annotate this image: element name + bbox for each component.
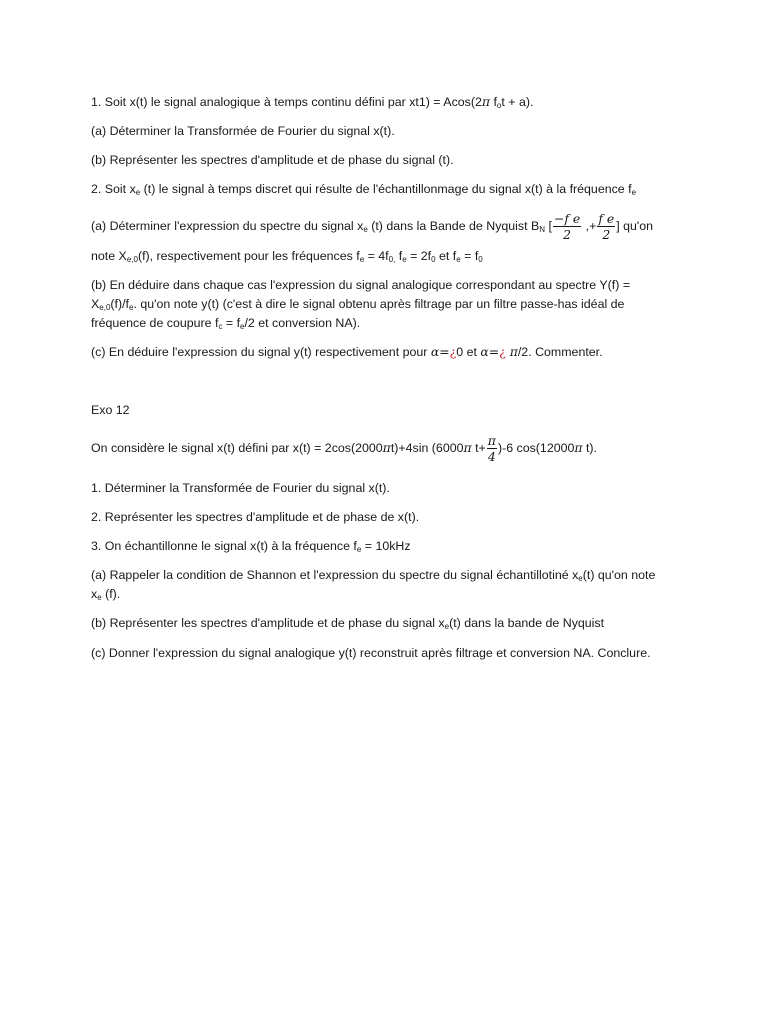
ex1-question-2a-line2: note $X_{e,0}(f)$, respectivement pour les fréquences $f_e = 4f_{0,}$ $f_e = 2f_0$ et $f_e = f_0$ (91, 249, 483, 264)
fraction-pi-over-4: $\frac{\pi}{4}$ (487, 433, 496, 465)
ex1-question-2: 2. Soit $x_e$ (t) le signal à temps discret qui résulte de l'échantillonmage du signal x(t) à la fréquence $f_e$ (91, 182, 637, 197)
ex12-question-3a-line2: $x_e$ (f). (91, 587, 121, 602)
ex12-question-3c: (c) Donner l'expression du signal analogique y(t) reconstruit après filtrage et conversion NA. Conclure. (91, 646, 651, 660)
ex12-question-3: 3. On échantillonne le signal x(t) à la fréquence $f_e = 10kHz$ (91, 539, 411, 554)
ex12-title: Exo 12 (91, 403, 130, 417)
fraction-fe-over-2: $\frac{\text{f e}}{2}$ (598, 211, 615, 243)
ex12-question-2: 2. Représenter les spectres d'amplitude et de phase de x(t). (91, 510, 420, 524)
ex1-question-2b-line2: $X_{e,0}(f)/f_e$. qu'on note y(t) (c'est à dire le signal obtenu après filtrage par un filtre passe-has idéal de (91, 297, 625, 312)
fraction-minus-fe-over-2: $\frac{\text{−f e}}{2}$ (553, 211, 581, 243)
ex12-question-3a-line1: (a) Rappeler la condition de Shannon et l'expression du spectre du signal échantillotiné $x_e(t)$ qu'on note (91, 568, 656, 583)
ex1-question-2c: (c) En déduire l'expression du signal y(t) respectivement pour α=¿0 et α=¿ π/2. Commenter. (91, 344, 603, 359)
ex1-question-1a: (a) Déterminer la Transformée de Fourier du signal x(t). (91, 124, 395, 138)
ex1-question-1b: (b) Représenter les spectres d'amplitude et de phase du signal (t). (91, 153, 454, 167)
ex1-question-1: 1. Soit x(t) le signal analogique à temps continu défini par xt1) = Acos(2π $f_ot + a$). (91, 94, 534, 110)
ex12-intro: On considère le signal x(t) défini par x(t) = 2cos(2000πt)+4sin (6000π t+ $\frac{\pi}{4}$ )-6 cos(12000π t). (91, 433, 598, 465)
ex1-question-2b-line3: fréquence de coupure $f_c = f_e/2$ et conversion NA). (91, 316, 361, 331)
ex12-question-3b: (b) Représenter les spectres d'amplitude et de phase du signal $x_e(t)$ dans la bande de Nyquist (91, 616, 605, 631)
ex1-question-2a: (a) Déterminer l'expression du spectre du signal $x_e$ (t) dans la Bande de Nyquist $B_N$ [ $\frac{\text{−f e}}{2}$ ,+ $\frac{\text{f e}}{2}$ ] qu'on (91, 211, 654, 243)
ex12-question-1: 1. Déterminer la Transformée de Fourier du signal x(t). (91, 481, 390, 495)
ex1-question-2b-line1: (b) En déduire dans chaque cas l'expression du signal analogique correspondant au spectre Y(f) = (91, 278, 631, 292)
